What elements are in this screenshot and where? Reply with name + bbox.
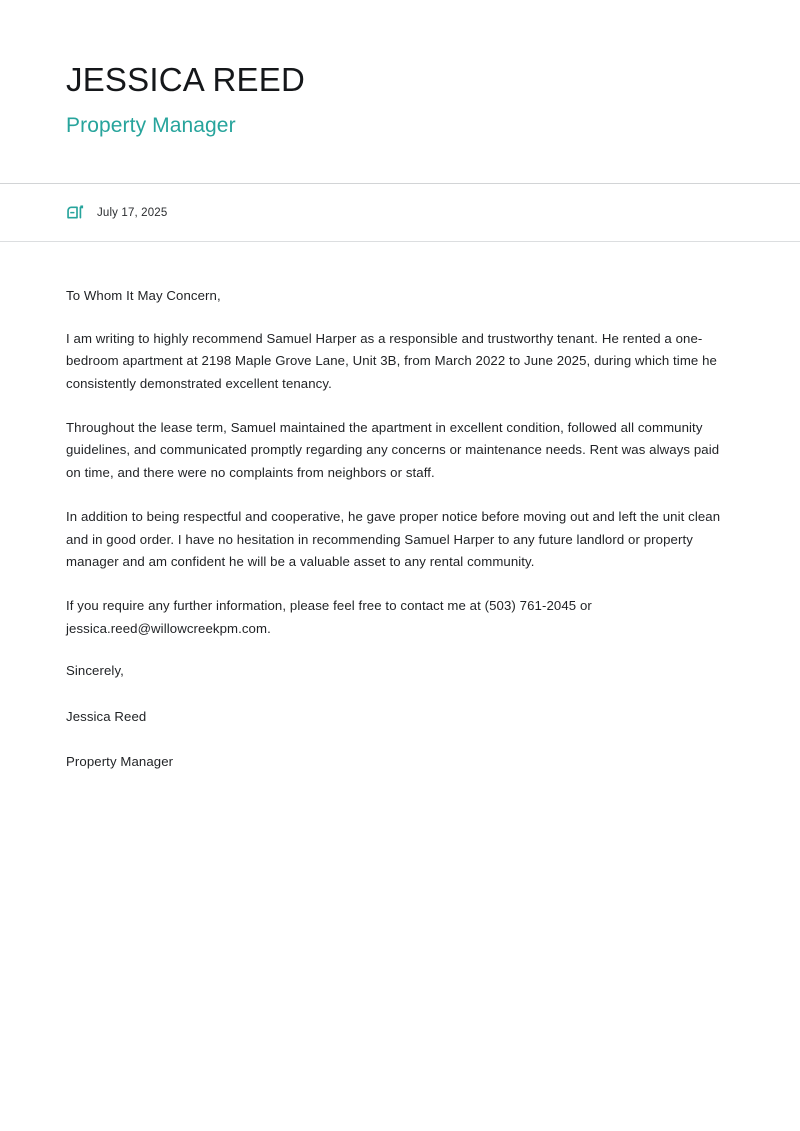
salutation: To Whom It May Concern, [66, 288, 221, 304]
letter-date: July 17, 2025 [97, 206, 168, 219]
letter-meta-row [0, 184, 800, 241]
body-paragraph-3: In addition to being respectful and cooperative, he gave proper notice before moving out and left the unit clean and in good order. I have no hesitation in recommending Samuel Harper to any future landlord or property manager and am confident he will be a valuable asset to any rental community. [66, 508, 721, 570]
body-paragraph-2: Throughout the lease term, Samuel maintained the apartment in excellent condition, followed all community guidelines, and communicated promptly regarding any concerns or maintenance needs. Rent was always paid on time, and there were no complaints from neighbors or staff. [66, 419, 720, 481]
signature-name: Jessica Reed [66, 708, 147, 724]
closing-salutation: Sincerely, [66, 663, 124, 679]
letter-body [0, 242, 800, 773]
body-paragraph-contact: If you require any further information, please feel free to contact me at (503) 761-2045 or jessica.reed@willowcreekpm.com. [66, 597, 592, 636]
signature-title: Property Manager [66, 754, 174, 770]
sender-role: Property Manager [66, 113, 236, 137]
body-paragraph-1: I am writing to highly recommend Samuel Harper as a responsible and trustworthy tenant. He rented a one-bedroom apartment at 2198 Maple Grove Lane, Unit 3B, from March 2022 to June 2025, during which time he consistently demonstrated excellent tenancy. [66, 330, 717, 391]
mailbox-icon [66, 203, 85, 222]
letterhead [0, 0, 800, 138]
sender-name: JESSICA REED [66, 61, 305, 98]
